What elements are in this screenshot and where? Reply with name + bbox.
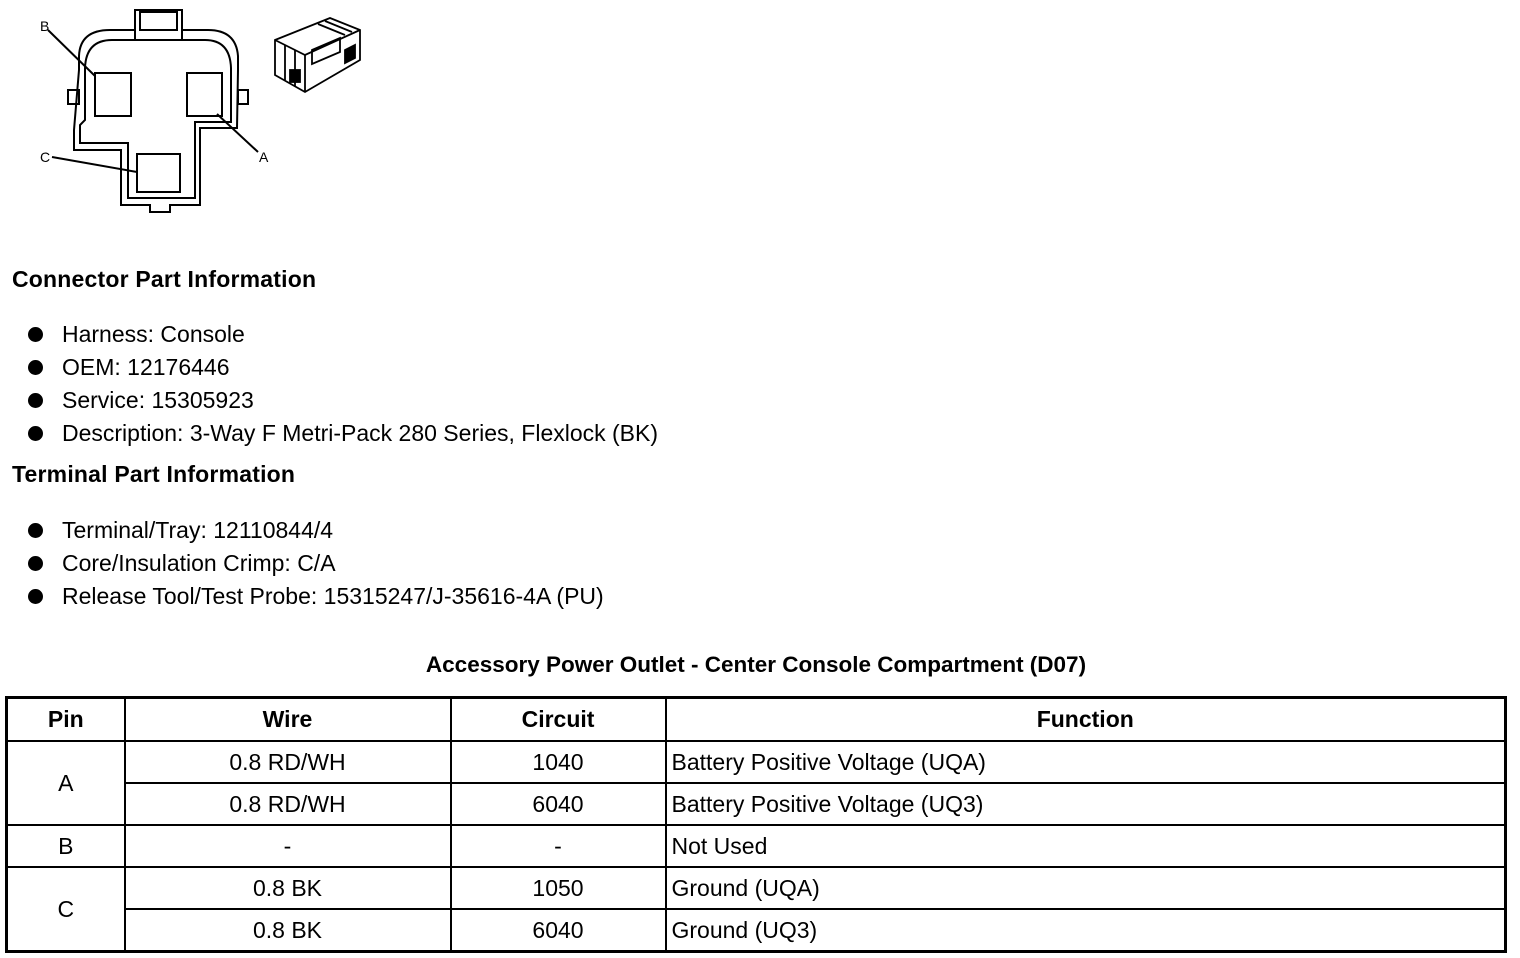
circuit-cell: 1050: [451, 867, 666, 909]
function-cell: Battery Positive Voltage (UQ3): [666, 783, 1506, 825]
connector-part-heading: Connector Part Information: [12, 266, 317, 292]
list-item-text: Harness: Console: [62, 321, 245, 347]
connector-isometric-icon: [268, 14, 368, 98]
pin-cell: C: [7, 867, 125, 952]
connector-part-list: [28, 318, 658, 450]
table-row: [7, 867, 1506, 909]
wire-cell: 0.8 RD/WH: [125, 741, 451, 783]
function-cell: Ground (UQA): [666, 867, 1506, 909]
list-item: [28, 351, 658, 384]
list-item: [28, 384, 658, 417]
list-item-text: Service: 15305923: [62, 387, 254, 413]
table-row: [7, 825, 1506, 867]
circuit-cell: 6040: [451, 909, 666, 952]
list-item-text: Description: 3-Way F Metri-Pack 280 Series, Flexlock (BK): [62, 420, 659, 446]
table-row: [7, 783, 1506, 825]
pin-a-callout: A: [259, 149, 269, 165]
function-cell: Battery Positive Voltage (UQA): [666, 741, 1506, 783]
bullet-icon: [28, 523, 43, 538]
list-item-text: Core/Insulation Crimp: C/A: [62, 550, 336, 576]
column-header-circuit: Circuit: [451, 698, 666, 742]
terminal-part-list: [28, 514, 604, 613]
wire-cell: 0.8 BK: [125, 867, 451, 909]
bullet-icon: [28, 426, 43, 441]
connector-face-diagram: [30, 5, 280, 220]
function-cell: Not Used: [666, 825, 1506, 867]
table-caption: Accessory Power Outlet - Center Console Compartment (D07): [425, 652, 1087, 677]
circuit-cell: -: [451, 825, 666, 867]
function-cell: Ground (UQ3): [666, 909, 1506, 952]
column-header-pin: Pin: [7, 698, 125, 742]
table-row: [7, 741, 1506, 783]
wire-cell: 0.8 BK: [125, 909, 451, 952]
table-header-row: [7, 698, 1506, 742]
column-header-function: Function: [666, 698, 1506, 742]
bullet-icon: [28, 360, 43, 375]
bullet-icon: [28, 393, 43, 408]
list-item: [28, 417, 658, 450]
wire-cell: -: [125, 825, 451, 867]
pin-b-callout: B: [40, 18, 50, 34]
bullet-icon: [28, 589, 43, 604]
circuit-cell: 6040: [451, 783, 666, 825]
list-item: [28, 547, 604, 580]
pin-c-callout: C: [40, 149, 51, 165]
bullet-icon: [28, 327, 43, 342]
pin-cell: B: [7, 825, 125, 867]
list-item-text: Release Tool/Test Probe: 15315247/J-35616-4A (PU): [62, 583, 604, 609]
list-item-text: Terminal/Tray: 12110844/4: [62, 517, 334, 543]
table-row: [7, 909, 1506, 952]
terminal-part-heading: Terminal Part Information: [12, 461, 296, 487]
pinout-table: [5, 696, 1507, 953]
bullet-icon: [28, 556, 43, 571]
wire-cell: 0.8 RD/WH: [125, 783, 451, 825]
list-item: [28, 318, 658, 351]
pin-cell: A: [7, 741, 125, 825]
column-header-wire: Wire: [125, 698, 451, 742]
list-item-text: OEM: 12176446: [62, 354, 230, 380]
circuit-cell: 1040: [451, 741, 666, 783]
list-item: [28, 580, 604, 613]
list-item: [28, 514, 604, 547]
